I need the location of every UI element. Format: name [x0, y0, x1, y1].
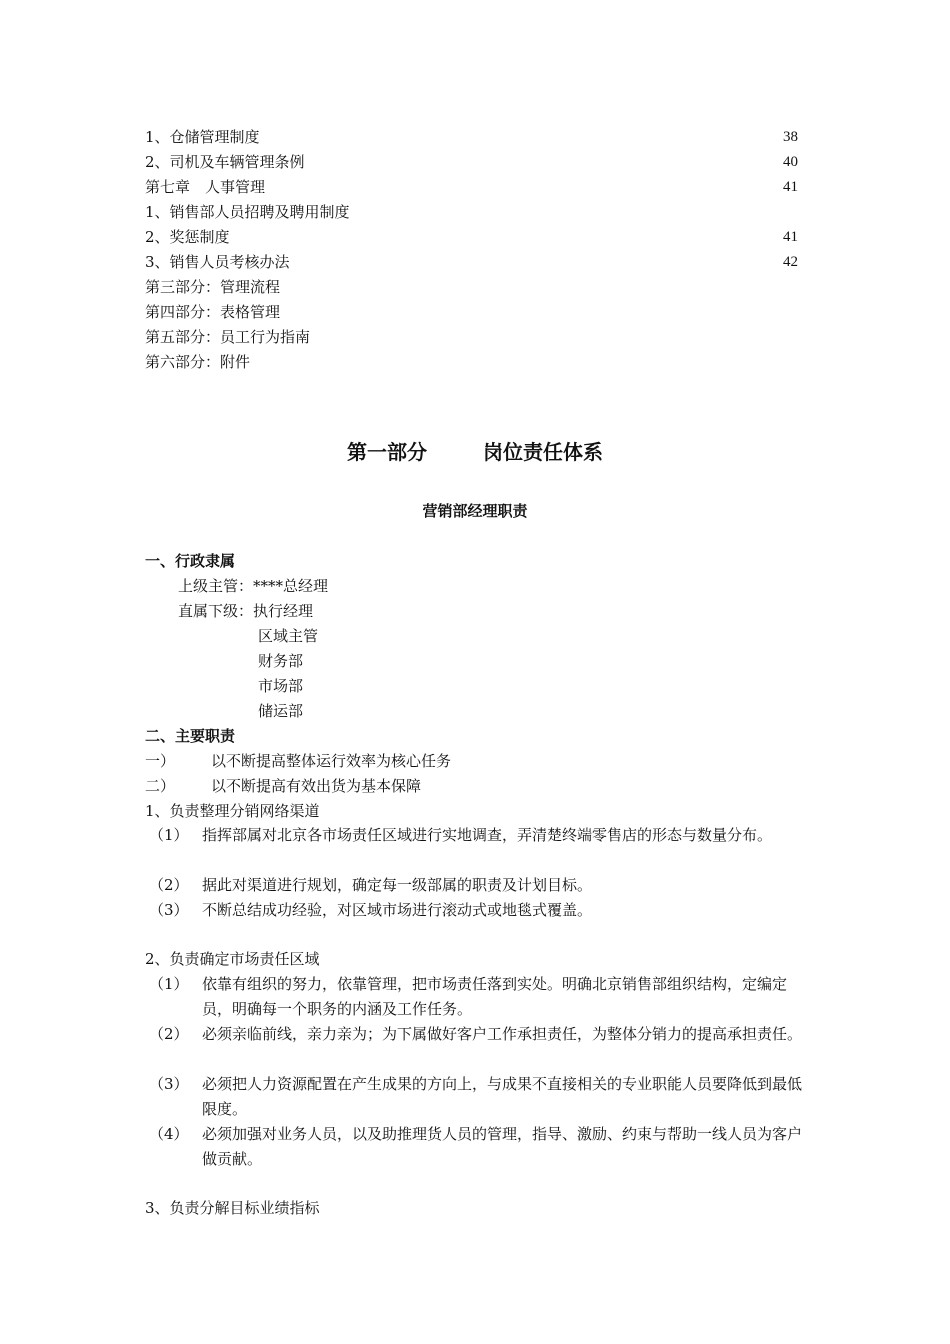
toc-entry-title: 第七章 人事管理: [145, 178, 266, 196]
duty-item-text: 不断总结成功经验，对区域市场进行滚动式或地毯式覆盖。: [202, 901, 593, 919]
toc-entry-title: 第三部分：管理流程: [145, 278, 281, 296]
toc-entry-title: 第五部分：员工行为指南: [145, 328, 311, 346]
duty-item-number: （2）: [149, 876, 189, 894]
part-heading-title: 岗位责任体系: [483, 440, 603, 464]
duty-item: [145, 873, 805, 898]
duty-item: [145, 1072, 805, 1122]
toc-entry-title: 第四部分：表格管理: [145, 303, 281, 321]
toc-entry-page: 38: [783, 129, 798, 145]
duty-item-number: （2）: [149, 1025, 189, 1043]
duty-title: 1、负责整理分销网络渠道: [145, 802, 320, 820]
document-title: 营销部经理职责: [422, 502, 528, 520]
toc-entry: [145, 125, 798, 150]
duty-item: [145, 898, 805, 923]
toc-entry-page: 41: [783, 179, 798, 195]
section-heading: 二、主要职责: [145, 727, 236, 745]
part-heading-number: 第一部分: [347, 440, 427, 464]
subordinate-item: 储运部: [258, 702, 304, 720]
duty-item-text: 必须亲临前线，亲力亲为；为下属做好客户工作承担责任，为整体分销力的提高承担责任。: [202, 1025, 803, 1043]
duty-item: [145, 1022, 805, 1047]
core-task: [145, 774, 421, 799]
subordinate-item: 区域主管: [258, 627, 319, 645]
core-task-text: 以不断提高有效出货为基本保障: [211, 777, 422, 795]
duty-item-number: （1）: [149, 975, 189, 993]
toc-entry-title: 3、销售人员考核办法: [145, 253, 290, 271]
toc-entry: [145, 250, 798, 275]
toc-entry-page: 42: [783, 254, 798, 270]
toc-entry: [145, 175, 798, 200]
duty-item-text: 指挥部属对北京各市场责任区域进行实地调查，弄清楚终端零售店的形态与数量分布。: [202, 826, 773, 844]
toc-entry: [145, 300, 798, 325]
core-task: [145, 749, 451, 774]
duty-item-number: （4）: [149, 1125, 189, 1143]
toc-entry-title: 1、仓储管理制度: [145, 128, 260, 146]
duty-item-text: 据此对渠道进行规划，确定每一级部属的职责及计划目标。: [202, 876, 593, 894]
duty-item-number: （3）: [149, 901, 189, 919]
duty-item: [145, 823, 805, 848]
duty-item-text: 必须加强对业务人员，以及助推理货人员的管理，指导、激励、约束与帮助一线人员为客户做贡献。: [202, 1125, 803, 1168]
subordinate-item: 市场部: [258, 677, 304, 695]
toc-entry-title: 第六部分：附件: [145, 353, 251, 371]
duty-title: 3、负责分解目标业绩指标: [145, 1199, 320, 1217]
toc-entry-page: 40: [783, 154, 798, 170]
toc-entry: [145, 225, 798, 250]
duty-title: 2、负责确定市场责任区域: [145, 950, 320, 968]
duty-item-number: （3）: [149, 1075, 189, 1093]
toc-entry-page: 41: [783, 229, 798, 245]
subordinate-item: 财务部: [258, 652, 304, 670]
core-task-number: 二）: [145, 777, 176, 795]
subordinate-line: 直属下级：执行经理: [178, 602, 314, 620]
core-task-number: 一）: [145, 752, 176, 770]
duty-item: [145, 972, 805, 1022]
duty-item-text: 必须把人力资源配置在产生成果的方向上，与成果不直接相关的专业职能人员要降低到最低限度。: [202, 1075, 803, 1118]
toc-entry: [145, 325, 798, 350]
toc-entry: [145, 350, 798, 375]
superior-line: 上级主管：****总经理: [178, 577, 329, 595]
toc-entry-title: 1、销售部人员招聘及聘用制度: [145, 203, 350, 221]
duty-item: [145, 1122, 805, 1172]
toc-entry: [145, 275, 798, 300]
toc-entry: [145, 150, 798, 175]
toc-entry: [145, 200, 798, 225]
duty-item-text: 依靠有组织的努力，依靠管理，把市场责任落到实处。明确北京销售部组织结构，定编定员，明确每一个职务的内涵及工作任务。: [202, 975, 788, 1018]
toc-entry-title: 2、奖惩制度: [145, 228, 230, 246]
toc-entry-title: 2、司机及车辆管理条例: [145, 153, 305, 171]
duty-item-number: （1）: [149, 826, 189, 844]
section-heading: 一、行政隶属: [145, 552, 236, 570]
core-task-text: 以不断提高整体运行效率为核心任务: [211, 752, 452, 770]
part-heading: [0, 436, 950, 465]
